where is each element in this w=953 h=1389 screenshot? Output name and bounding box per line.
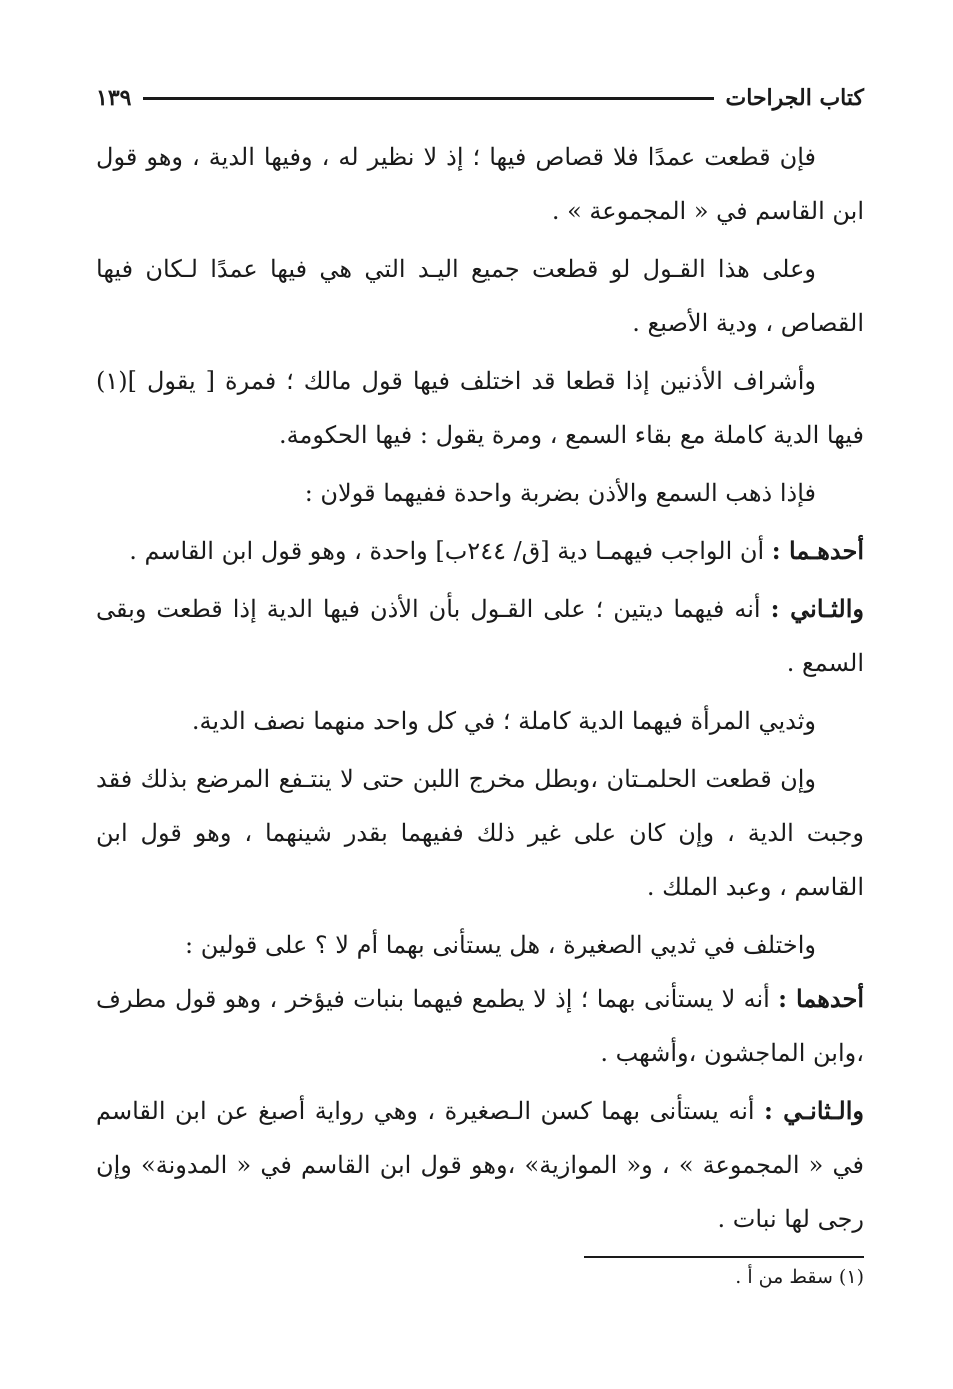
document-page [96,78,864,1292]
paragraph: والثـاني : أنه فيهما ديتين ؛ على القـول بأن الأذن فيها الدية إذا قطعت وبقى السمع . [96,594,864,677]
body-text [96,130,864,1246]
page-header [96,78,864,118]
paragraph: وإن قطعت الحلمـتان ،وبطل مخرج اللبن حتى لا ينتـفع المرضع بذلك فقد وجبت الدية ، وإن كان على غير ذلك ففيهما بقدر شينهما ، وهو قول ابن القاسم ، وعبد الملك . [96,765,864,901]
paragraph: أحدهـما : أن الواجب فيهمـا دية [ق/ ٢٤٤ب] واحدة ، وهو قول ابن القاسم . [129,536,864,565]
paragraph: وأشراف الأذنين إذا قطعا قد اختلف فيها قول مالك ؛ فمرة [ يقول ](١) فيها الدية كاملة مع بقاء السمع ، ومرة يقول : فيها الحكومة. [96,367,864,449]
paragraph-lead: والـثانـي : [764,1096,864,1125]
paragraph-lead: أحدهـما : [771,536,864,565]
page-number: ١٣٩ [96,85,132,111]
paragraph: فإذا ذهب السمع والأذن بضربة واحدة ففيهما قولان : [304,479,816,507]
paragraph: فإن قطعت عمدًا فلا قصاص فيها ؛ إذ لا نظير له ، وفيها الدية ، وهو قول ابن القاسم في « المجموعة » . [96,143,864,225]
paragraph: أحدهما : أنه لا يستأنى بهما ؛ إذ لا يطمع فيهما بنبات فيؤخر ، وهو قول مطرف ،وابن الماجشون ،وأشهب . [96,984,864,1067]
paragraph-lead: والثـاني : [770,594,864,623]
paragraph: وثديي المرأة فيهما الدية كاملة ؛ في كل واحد منهما نصف الدية. [191,707,816,735]
paragraph-lead: أحدهما : [778,984,864,1013]
header-rule [143,97,713,100]
footnote: (١) سقط من أ . [735,1266,864,1288]
book-title: كتاب الجراحات [725,85,864,111]
paragraph: والـثانـي : أنه يستأنى بهما كسن الـصغيرة ، وهي رواية أصبغ عن ابن القاسم في « المجموعة » ، و« الموازية» ،وهو قول ابن القاسم في « المدونة» وإن رجى لها نبات . [96,1096,864,1233]
paragraph: واختلف في ثديي الصغيرة ، هل يستأنى بهما أم لا ؟ على قولين : [184,931,816,959]
footnote-rule [584,1256,864,1258]
paragraph: وعلى هذا القـول لو قطعت جميع اليـد التي هي فيها عمدًا لـكان فيها القصاص ، ودية الأصبع . [96,255,864,337]
